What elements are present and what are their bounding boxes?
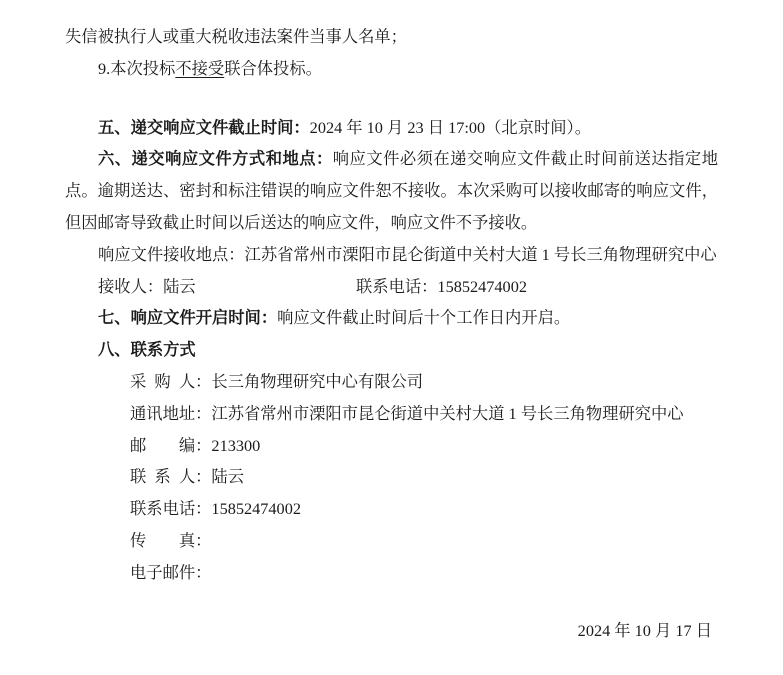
contact-row-address [65,398,718,430]
contact-row-contact-person [65,461,718,493]
receive-location-line: 响应文件接收地点：江苏省常州市溧阳市昆仑街道中关村大道 1 号长三角物理研究中心 [98,244,717,264]
section-7-line [65,302,718,334]
section-7-heading: 七、响应文件开启时间： [98,308,278,328]
contact-value: 15852474002 [211,499,301,519]
carryover-line: 失信被执行人或重大税收违法案件当事人名单； [65,27,407,46]
item-9-suffix: 联合体投标。 [224,58,322,78]
contact-row-purchaser [65,366,718,398]
contact-row-phone [65,493,718,525]
section-5-heading: 五、递交响应文件截止时间： [98,117,310,137]
receiver-phone-label: 联系电话： [356,276,438,296]
item-9-underlined-text: 不接受 [175,58,225,78]
receiver-name-group [98,271,356,303]
contact-label: 传 真： [130,530,212,550]
contact-value: 江苏省常州市溧阳市昆仑街道中关村大道 1 号长三角物理研究中心 [211,403,684,423]
item-9-prefix: 9.本次投标 [98,58,176,78]
receiver-line [65,271,718,303]
item-9-line [65,53,718,85]
contact-value: 213300 [211,435,261,455]
section-5-body: 2024 年 10 月 23 日 17:00（北京时间）。 [309,117,591,137]
section-8-heading: 八、联系方式 [98,340,196,360]
section-6-heading: 六、递交响应文件方式和地点： [98,149,333,169]
contact-label: 邮 编： [130,435,212,455]
section-5-line [65,112,718,144]
document-date: 2024 年 10 月 17 日 [577,620,712,640]
contact-label: 通讯地址： [130,403,212,423]
contact-row-postcode [65,430,718,462]
contact-label: 电子邮件： [130,562,212,582]
contact-label: 联 系 人： [130,467,212,487]
section-6-paragraph [65,143,718,238]
contact-value: 长三角物理研究中心有限公司 [211,371,424,391]
contact-label: 联系电话： [130,499,212,519]
section-7-body: 响应文件截止时间后十个工作日内开启。 [277,308,571,328]
receiver-phone-value: 15852474002 [437,276,527,296]
contact-row-fax [65,525,718,557]
contact-row-email [65,557,718,589]
section-6-body: 响应文件必须在递交响应文件截止时间前送达指定地点。逾期送达、密封和标注错误的响应文件恕不接收。本次采购可以接收邮寄的响应文件，但因邮寄导致截止时间以后送达的响应文件，响应文件不予接收。 [65,149,718,232]
receiver-value: 陆云 [163,276,196,296]
receiver-label: 接收人： [98,276,164,296]
contact-label: 采 购 人： [130,371,212,391]
contact-value: 陆云 [211,467,244,487]
